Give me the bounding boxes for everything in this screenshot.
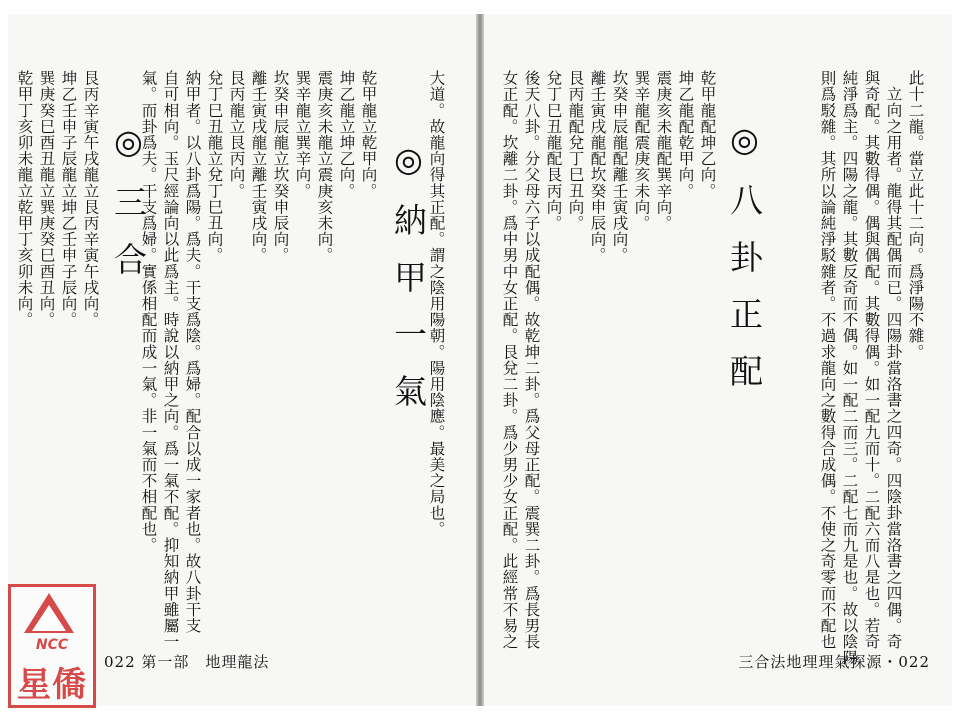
intro-line-4: 純淨爲主。四陽之龍。其數反奇而不偶。如一配二而三。二配七而九是也。故以陰陽: [840, 70, 859, 666]
heading-bullet-icon: ◎: [389, 140, 428, 203]
najia-line-5: 坎癸申辰龍立坎癸申辰向。: [271, 70, 290, 264]
heading-najia-yiqi: [389, 140, 428, 431]
najia-line-3: 震庚亥未龍立震庚亥未向。: [315, 70, 334, 264]
najia-line-11: 氣。而卦爲夫。干支爲婦。實係相配而成一氣。非一氣而不相配也。: [139, 70, 158, 553]
intro-line-3: 與奇配。其數得偶。偶與偶配。其數得偶。如一配九而十。二配六而八是也。若奇: [862, 70, 881, 650]
intro-line-5: 則爲駁雜。其所以論純淨駁雜者。不過求龍向之數得合成偶。不使之奇零而不配也: [818, 70, 837, 650]
cont-line-1: 大道。故龍向得其正配。謂之陰用陽朝。陽用陰應。最美之局也。: [427, 70, 446, 537]
stamp-chinese: 星僑: [17, 665, 87, 705]
pairing-line-8: 兌丁巳丑龍配艮丙向。: [544, 70, 563, 231]
pairing-line-4: 巽辛龍配震庚亥未向。: [632, 70, 651, 231]
triangle-inner-icon: [32, 605, 66, 631]
heading-bullet-icon: ◎: [725, 120, 764, 183]
najia-line-2: 坤乙龍立坤乙向。: [337, 70, 356, 199]
heading-sanhe: [109, 122, 148, 299]
pairing-line-3: 震庚亥未龍配巽辛向。: [654, 70, 673, 231]
right-page: [484, 14, 952, 706]
najia-line-10: 自可相向。玉尺經論向以此爲主。時說以納甲之向。爲一氣不配。抑知納甲雖屬一: [161, 70, 180, 650]
sanhe-line-4: 乾甲丁亥卯未龍立乾甲丁亥卯未向。: [15, 70, 34, 328]
najia-line-4: 巽辛龍立巽辛向。: [293, 70, 312, 199]
heading-text: 三合: [109, 185, 148, 299]
heading-bullet-icon: ◎: [109, 122, 148, 185]
pairing-line-6: 離壬寅戌龍配坎癸申辰向。: [588, 70, 607, 264]
sanhe-line-1: 艮丙辛寅午戌龍立艮丙辛寅午戌向。: [81, 70, 100, 328]
ncc-watermark-stamp: [8, 584, 96, 708]
heading-text: 八卦正配: [725, 183, 764, 411]
najia-line-6: 離壬寅戌龍立離壬寅戌向。: [249, 70, 268, 264]
page-footer-left: 022 第一部 地理龍法: [104, 653, 270, 671]
najia-line-7: 艮丙龍立艮丙向。: [227, 70, 246, 199]
stamp-latin: NCC: [35, 637, 69, 653]
pairing-line-2: 坤乙龍配乾甲向。: [676, 70, 695, 199]
pairing-line-7: 艮丙龍配兌丁巳丑向。: [566, 70, 585, 231]
pairing-line-5: 坎癸申辰龍配離壬寅戌向。: [610, 70, 629, 264]
pairing-line-1: 乾甲龍配坤乙向。: [698, 70, 717, 199]
intro-line-2: 立向之用者。龍得其配偶而已。四陽卦當洛書之四奇。四陰卦當洛書之四偶。奇: [884, 86, 903, 650]
intro-line-1: 此十二龍。當立此十二向。爲淨陽不雜。: [906, 70, 925, 360]
najia-line-1: 乾甲龍立乾甲向。: [359, 70, 378, 199]
sanhe-line-3: 巽庚癸巳酉丑龍立巽庚癸巳酉丑向。: [37, 70, 56, 328]
page-footer-right: 三合法地理理氣探源・022: [738, 653, 930, 671]
pairing-line-9: 後天八卦。分父母六子以成配偶。故乾坤二卦。爲父母正配。震巽二卦。爲長男長: [522, 70, 541, 650]
sanhe-line-2: 坤乙壬申子辰龍立坤乙壬申子辰向。: [59, 70, 78, 328]
najia-line-9: 納甲者。以八卦爲陽。爲夫。干支爲陰。爲婦。配合以成一家者也。故八卦干支: [183, 70, 202, 634]
book-spine: [476, 14, 484, 706]
najia-line-8: 兌丁巳丑龍立兌丁巳丑向。: [205, 70, 224, 264]
pairing-line-10: 女正配。坎離二卦。爲中男中女正配。艮兌二卦。爲少男少女正配。此經常不易之: [500, 70, 519, 650]
heading-text: 納甲一氣: [389, 203, 428, 431]
heading-bagua-zhengpei: [725, 120, 764, 411]
